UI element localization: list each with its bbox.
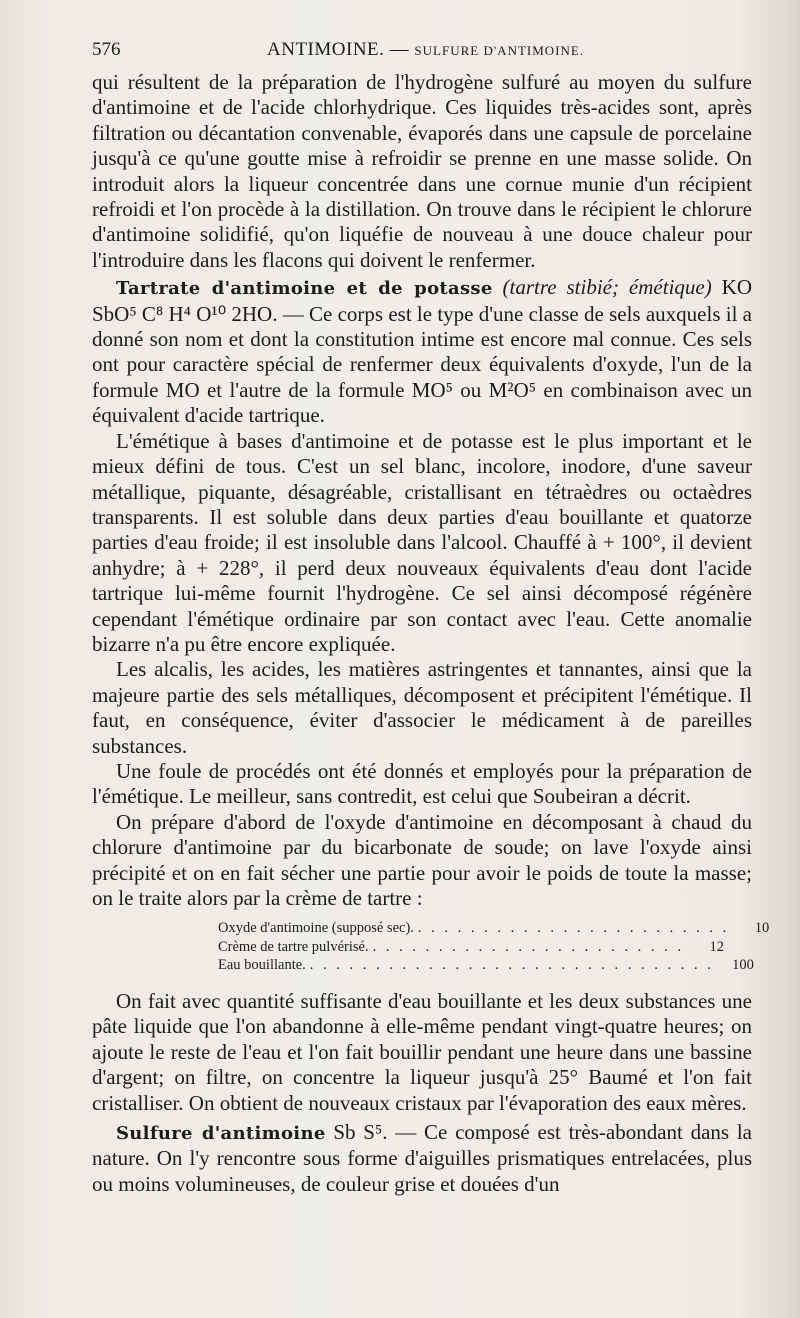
- recipe-quantity: 12: [709, 938, 724, 955]
- recipe-ingredient: Oxyde d'antimoine (supposé sec).: [218, 920, 414, 937]
- paragraph-incompatibilities: Les alcalis, les acides, les matières astringentes et tannantes, ainsi que la majeure partie des sels métalliques, décomposent et précipitent l'émétique. Il faut, en conséquence, éviter d'associer le médicament à de pareilles substances.: [92, 657, 752, 758]
- leader-dots: . . . . . . . . . . . . . . . . . . . . . . . .: [372, 938, 684, 955]
- leader-dots: . . . . . . . . . . . . . . . . . . . . . . . .: [417, 920, 730, 937]
- tartrate-synonyms: (tartre stibié; émétique): [502, 275, 712, 300]
- tartrate-text: — Ce corps est le type d'une classe de sels auxquels il a donné son nom et dont la constitution intime est encore mal connue. Ces sels ont pour caractère spécial de renfermer deux équivalents d'oxyde, l'un de la formule MO et l'autre de la formule MO⁵ ou M²O⁵ en combinaison avec un équivalent d'acide tartrique.: [92, 301, 752, 428]
- sulfure-formula: Sb S⁵.: [333, 1119, 388, 1144]
- tartrate-formula: KO SbO⁵ C⁸ H⁴ O¹⁰ 2HO.: [92, 275, 752, 326]
- paragraph-preparation: On prépare d'abord de l'oxyde d'antimoine en décomposant à chaud du chlorure d'antimoine par du bicarbonate de soude; on lave l'oxyde ainsi précipité et on en fait sécher une partie pour avoir le poids de toute la masse; on le traite alors par la crème de tartre :: [92, 809, 752, 910]
- recipe-row: [218, 956, 754, 975]
- running-title-sub: SULFURE D'ANTIMOINE.: [414, 43, 585, 58]
- running-title-dash: —: [389, 39, 410, 60]
- recipe-ingredient: Crème de tartre pulvérisé.: [218, 938, 369, 955]
- recipe-ingredient: Eau bouillante.: [218, 957, 306, 974]
- page-number: 576: [92, 39, 121, 60]
- page-body: [92, 70, 770, 1197]
- running-title: [267, 38, 584, 63]
- recipe-quantity: 100: [732, 957, 754, 974]
- paragraph-tartrate: [92, 275, 752, 428]
- paragraph-procedes: Une foule de procédés ont été donnés et employés pour la préparation de l'émétique. Le meilleur, sans contredit, est celui que Soubeiran a décrit.: [92, 758, 752, 809]
- leader-dots: . . . . . . . . . . . . . . . . . . . . . . . . . . . . . . .: [309, 957, 714, 974]
- paragraph-procedure: On fait avec quantité suffisante d'eau bouillante et les deux substances une pâte liquide que l'on abandonne à elle-même pendant vingt-quatre heures; on ajoute le reste de l'eau et l'on fait bouillir pendant une heure dans une bassine d'argent; on filtre, on concentre la liqueur jusqu'à 25° Baumé et l'on fait cristalliser. On obtient de nouveaux cristaux par l'évaporation des eaux mères.: [92, 988, 752, 1115]
- paragraph-emetique-properties: L'émétique à bases d'antimoine et de potasse est le plus important et le mieux défini de tous. C'est un sel blanc, incolore, inodore, d'une saveur métallique, piquante, désagréable, cristallisant en tétraèdres ou octaèdres transparents. Il est soluble dans deux parties d'eau bouillante et quatorze parties d'eau froide; il est insoluble dans l'alcool. Chauffé à + 100°, il devient anhydre; à + 228°, il perd deux nouveaux équivalents d'eau dont l'acide tartrique lui-même fournit l'hydrogène. Ce sel ainsi décomposé régénère cependant l'émétique ordinaire par son contact avec l'eau. Cette anomalie bizarre n'a pu être encore expliquée.: [92, 428, 752, 656]
- recipe-row: [218, 938, 724, 957]
- recipe-row: [218, 919, 770, 938]
- sulfure-text: — Ce composé est très-abondant dans la nature. On l'y rencontre sous forme d'aiguilles prismatiques entrelacées, plus ou moins volumineuses, de couleur grise et douées d'un: [92, 1119, 753, 1196]
- section-title-sulfure: Sulfure d'antimoine: [116, 1122, 326, 1144]
- paragraph-chlorure-end: qui résultent de la préparation de l'hydrogène sulfuré au moyen du sulfure d'antimoine et de l'acide chlorhydrique. Ces liquides très-acides sont, après filtration ou décantation convenable, évaporés dans une capsule de porcelaine jusqu'à ce qu'une goutte mise à refroidir se prenne en une masse solide. On introduit alors la liqueur concentrée dans une cornue munie d'un récipient refroidi et l'on procède à la distillation. On trouve dans le récipient le chlorure d'antimoine solidifié, qu'on liquéfie de nouveau à une douce chaleur pour l'introduire dans les flacons qui doivent le renfermer.: [92, 70, 752, 272]
- running-title-main: ANTIMOINE.: [267, 39, 385, 60]
- recipe-table: [218, 919, 770, 975]
- section-title-tartrate: Tartrate d'antimoine et de potasse: [116, 278, 493, 300]
- paragraph-sulfure: [92, 1120, 752, 1197]
- recipe-quantity: 10: [754, 920, 770, 937]
